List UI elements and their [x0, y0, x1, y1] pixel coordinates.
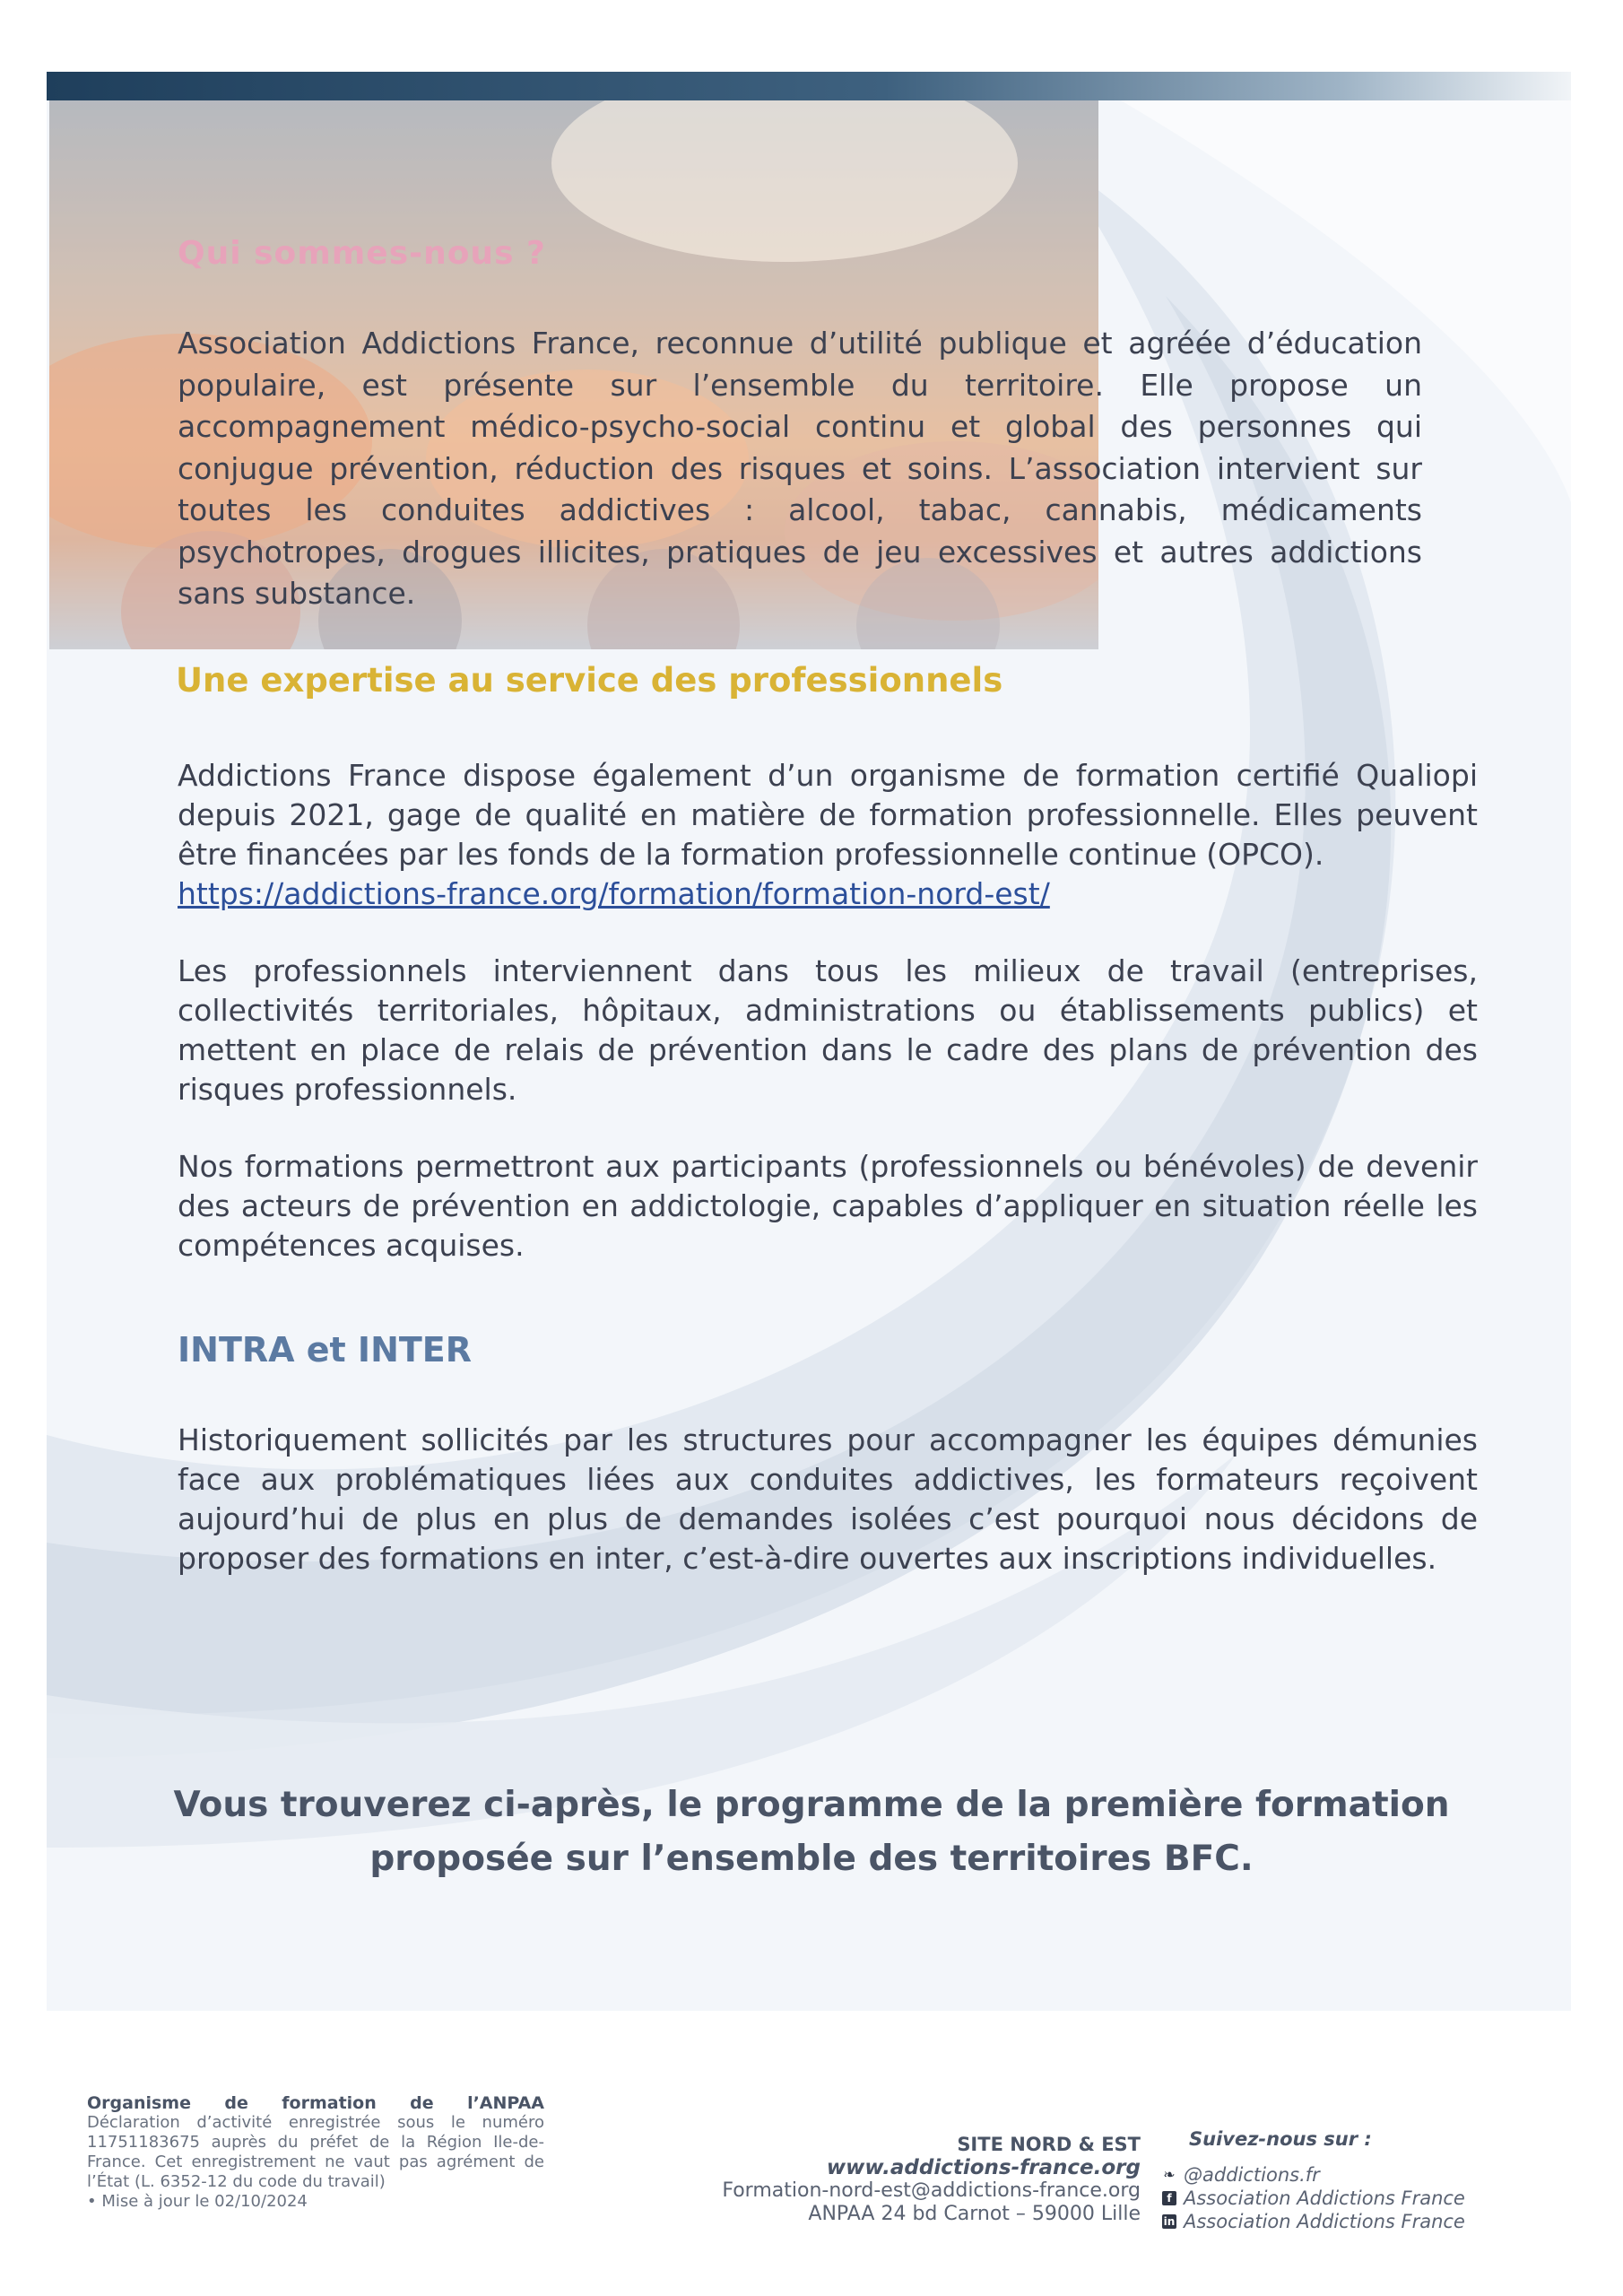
expertise-paragraph-3: Nos formations permettront aux participants (professionnels ou bénévoles) de devenir des acteurs de prévention en addictologie, capables d’appliquer en situation réelle les compétences acquises. [178, 1149, 1478, 1263]
social-twitter[interactable] [1162, 2163, 1521, 2187]
facebook-label: Association Addictions France [1184, 2187, 1465, 2209]
footer-social [1162, 2127, 1521, 2233]
expertise-heading: Une expertise au service des professionnels [176, 661, 1003, 700]
twitter-label: @addictions.fr [1184, 2164, 1320, 2186]
closing-line-2: proposée sur l’ensemble des territoires BFC. [369, 1839, 1254, 1879]
intra-inter-heading: INTRA et INTER [178, 1330, 473, 1370]
website-link[interactable]: www.addictions-france.org [826, 2156, 1141, 2179]
linkedin-icon: in [1163, 2215, 1176, 2228]
footer-contact [646, 2133, 1141, 2226]
about-paragraph: Association Addictions France, reconnue d’utilité publique et agréée d’éducation populaire, est présente sur l’ensemble du territoire. Elle propose un accompagnement médico-psycho-social continu et global des personnes qui conjugue prévention, réduction des risques et soins. L’association intervient sur toutes les conduites addictives : alcool, tabac, cannabis, médicaments psychotropes, drogues illicites, pratiques de jeu excessives et autres addictions sans substance. [178, 326, 1422, 611]
update-date: • Mise à jour le 02/10/2024 [87, 2192, 308, 2211]
about-section [178, 323, 1422, 615]
address-text: ANPAA 24 bd Carnot – 59000 Lille [808, 2203, 1141, 2225]
intra-inter-section [178, 1421, 1478, 1578]
expertise-section [178, 756, 1478, 1265]
about-heading: Qui sommes-nous ? [178, 235, 546, 272]
facebook-icon: f [1162, 2191, 1176, 2205]
header-band [47, 72, 1571, 100]
closing-statement [126, 1779, 1497, 1886]
twitter-icon: ❧ [1163, 2166, 1176, 2183]
intra-inter-paragraph: Historiquement sollicités par les structures pour accompagner les équipes démunies face aux problématiques liées aux conduites addictives, les formateurs reçoivent aujourd’hui de plus en plus de demandes isolées c’est pourquoi nous décidons de proposer des formations en inter, c’est-à-dire ouvertes aux inscriptions individuelles. [178, 1422, 1478, 1576]
social-facebook[interactable] [1162, 2187, 1521, 2210]
footer-organisation [87, 2093, 544, 2212]
expertise-paragraph-2: Les professionnels interviennent dans tous les milieux de travail (entreprises, collectivités territoriales, hôpitaux, administrations ou établissements publics) et mettent en place de relais de prévention dans le cadre des plans de prévention des risques professionnels. [178, 953, 1478, 1107]
follow-label: Suivez-nous sur : [1189, 2128, 1372, 2150]
expertise-paragraph-1: Addictions France dispose également d’un organisme de formation certifié Qualiopi depuis 2021, gage de qualité en matière de formation professionnelle. Elles peuvent être financées par les fonds de la formation professionnelle continue (OPCO). [178, 758, 1478, 872]
declaration-text: Déclaration d’activité enregistrée sous le numéro 11751183675 auprès du préfet de la Région Ile-de-France. Cet enregistrement ne vaut pas agrément de l’État (L. 6352-12 du code du travail) [87, 2113, 544, 2191]
site-label: SITE NORD & EST [957, 2134, 1141, 2155]
social-linkedin[interactable] [1162, 2210, 1521, 2233]
closing-line-1: Vous trouverez ci-après, le programme de la première formation [173, 1785, 1450, 1825]
email-link[interactable]: Formation-nord-est@addictions-france.org [722, 2179, 1141, 2202]
org-title: Organisme de formation de l’ANPAA [87, 2093, 544, 2113]
linkedin-label: Association Addictions France [1184, 2211, 1465, 2232]
formation-link[interactable]: https://addictions-france.org/formation/formation-nord-est/ [178, 876, 1050, 911]
